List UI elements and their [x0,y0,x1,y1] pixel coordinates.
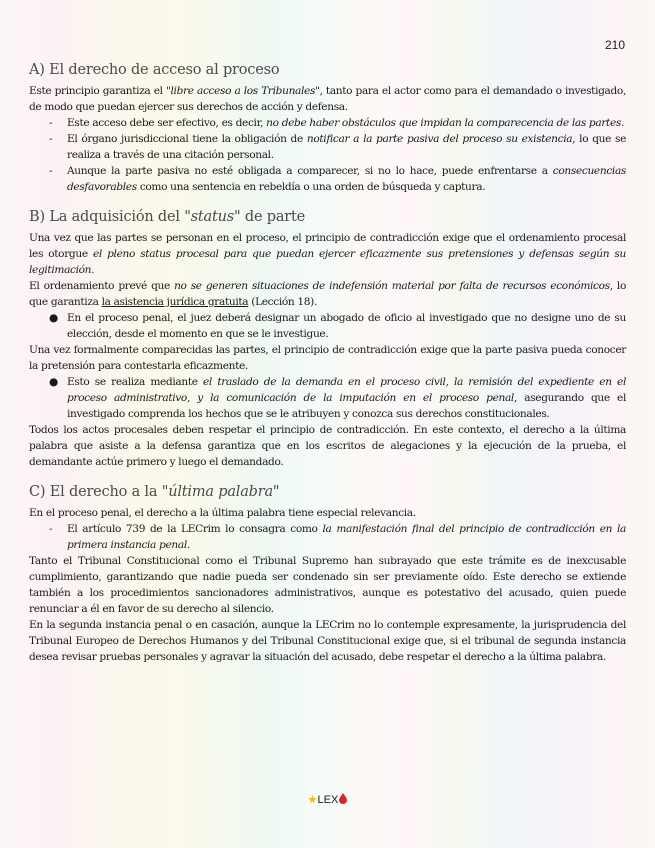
section-a [29,62,626,195]
list-item: - Aunque la parte pasiva no esté obligada a comparecer, si no lo hace, puede enfrentarse a consecuencias desfavorables como una sentencia en rebeldía o una orden de búsqueda y captura. [49,165,626,193]
legal-aid-reference: la asistencia jurídica gratuita [101,296,249,308]
logo-text: LEX [317,794,339,806]
section-c [29,484,626,665]
drop-icon [339,793,347,807]
list-item: - El órgano jurisdiccional tiene la obligación de notificar a la parte pasiva del proceso su existencia, lo que se realiza a través de una citación personal. [49,133,626,161]
dash-marker: - [49,133,53,145]
page-number: 210 [604,38,625,52]
dash-marker: - [49,117,53,129]
section-b-title: B) La adquisición del "status" de parte [29,209,306,225]
section-c-list [29,521,626,553]
section-b-list [29,310,626,342]
list-item: - Este acceso debe ser efectivo, es decir, no debe haber obstáculos que impidan la comparecencia de las partes. [49,117,624,129]
footer-logo [0,793,655,807]
section-c-title: C) El derecho a la "última palabra" [29,484,280,500]
section-a-list [29,115,626,195]
list-item: - El artículo 739 de la LECrim lo consagra como la manifestación final del principio de contradicción en la primera instancia penal. [49,523,627,551]
section-b-paragraph: Todos los actos procesales deben respetar el principio de contradicción. En este contexto, el derecho a la última palabra que asiste a la defensa garantiza que en los escritos de alegaciones y la ejecución de la prueba, el demandante actúe primero y luego el demandado. [29,424,626,468]
list-item: ● Esto se realiza mediante el traslado de la demanda en el proceso civil, la remisión del expediente en el proceso administrativo, y la comunicación de la imputación en el proceso penal, asegurando que el investigado comprenda los hechos que se le atribuyen y conozca sus derechos constitucionales. [49,376,627,420]
section-a-intro: Este principio garantiza el "libre acceso a los Tribunales", tanto para el actor como para el demandado o investigado, de modo que puedan ejercer sus derechos de acción y defensa. [29,85,626,113]
bullet-dot-icon: ● [49,376,58,388]
bullet-dot-icon: ● [49,312,58,324]
dash-marker: - [49,523,53,535]
section-b-paragraph: Una vez que las partes se personan en el proceso, el principio de contradicción exige que el ordenamiento procesal les otorgue el pleno status procesal para que puedan ejercer eficazmente sus pretensiones y defensas según su legitimación. [29,232,626,276]
section-b-paragraph: El ordenamiento prevé que no se generen situaciones de indefensión material por falta de recursos económicos, lo que garantiza la asistencia jurídica gratuita (Lección 18). [29,280,626,308]
section-c-paragraph: Tanto el Tribunal Constitucional como el Tribunal Supremo han subrayado que este trámite es de inexcusable cumplimiento, garantizando que nadie pueda ser condenado sin ser previamente oído. Este derecho se extiende también a los procedimientos sancionadores administrativos, aunque es potestativo del acusado, quien puede renunciar a él en favor de su derecho al silencio. [29,555,626,615]
star-icon: ★ [307,794,318,806]
section-b [29,209,626,470]
section-a-title: A) El derecho de acceso al proceso [29,62,280,78]
document-body [29,62,626,665]
section-b-list [29,374,626,422]
section-b-paragraph: Una vez formalmente comparecidas las partes, el principio de contradicción exige que la parte pasiva pueda conocer la pretensión para contestarla eficazmente. [29,344,626,372]
section-c-paragraph: En el proceso penal, el derecho a la última palabra tiene especial relevancia. [29,507,416,519]
dash-marker: - [49,165,53,177]
list-item: ● En el proceso penal, el juez deberá designar un abogado de oficio al investigado que no designe uno de su elección, desde el momento en que se le investigue. [49,312,626,340]
section-c-paragraph: En la segunda instancia penal o en casación, aunque la LECrim no lo contemple expresamente, la jurisprudencia del Tribunal Europeo de Derechos Humanos y del Tribunal Constitucional exige que, si el tribunal de segunda instancia desea revisar pruebas personales y agravar la situación del acusado, debe respetar el derecho a la última palabra. [29,619,626,663]
